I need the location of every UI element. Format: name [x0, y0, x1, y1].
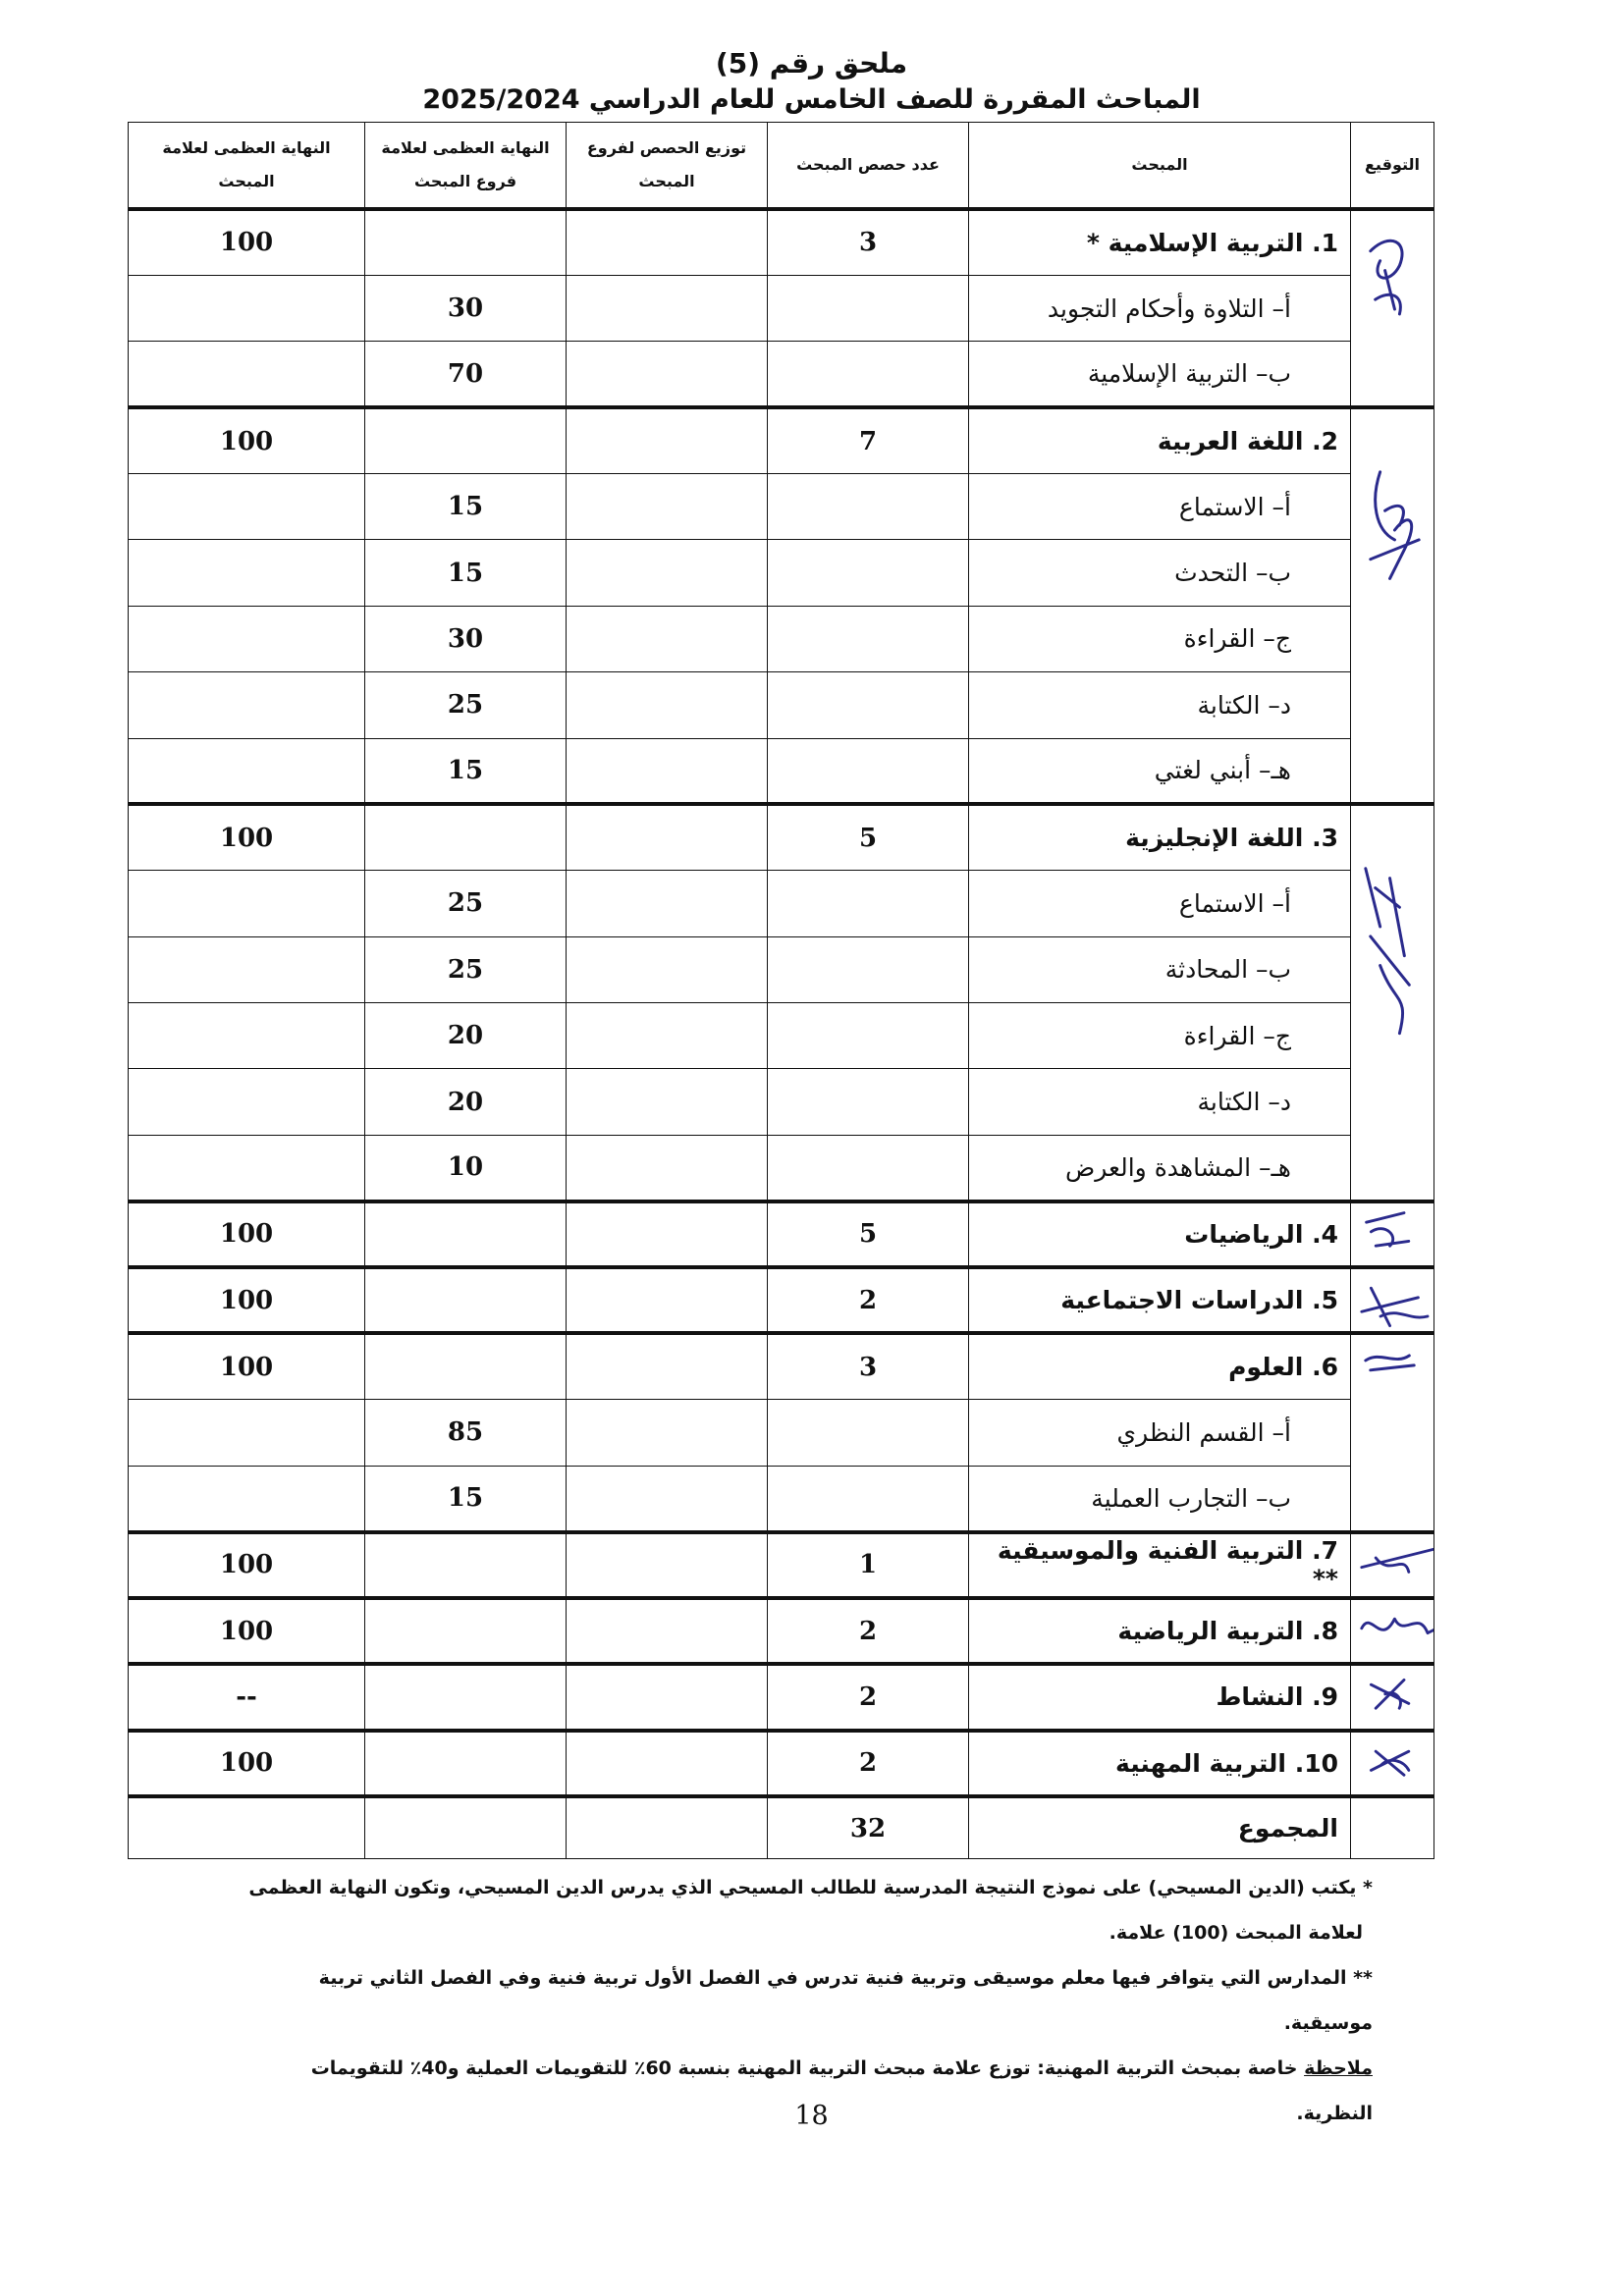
table-row — [129, 738, 1434, 804]
branch-max-cell: 20 — [365, 1069, 567, 1135]
distribution-cell — [567, 606, 768, 671]
subject-max-cell: 100 — [129, 1333, 365, 1399]
branch-max-cell — [365, 407, 567, 473]
periods-cell: 3 — [768, 209, 969, 275]
total-periods: 32 — [768, 1796, 969, 1859]
subject-max-cell: 100 — [129, 1598, 365, 1664]
distribution-cell — [567, 1532, 768, 1598]
subject-cell: د– الكتابة — [969, 672, 1351, 738]
table-header-row — [129, 123, 1434, 210]
subject-max-cell: 100 — [129, 1267, 365, 1333]
table-row — [129, 672, 1434, 738]
subject-max-cell — [129, 1400, 365, 1466]
subject-cell: هـ– أبني لغتي — [969, 738, 1351, 804]
header-periods: عدد حصص المبحث — [768, 123, 969, 210]
page-number: 18 — [794, 2101, 829, 2131]
subject-max-cell — [129, 540, 365, 606]
table-row — [129, 1267, 1434, 1333]
signature-cell — [1351, 1598, 1434, 1664]
branch-max-cell: 70 — [365, 342, 567, 407]
distribution-cell — [567, 1003, 768, 1069]
subject-cell: ج– القراءة — [969, 606, 1351, 671]
distribution-cell — [567, 1466, 768, 1531]
distribution-cell — [567, 1796, 768, 1859]
distribution-cell — [567, 871, 768, 936]
table-row — [129, 1466, 1434, 1531]
signature-cell — [1351, 1267, 1434, 1333]
subject-max-cell — [129, 474, 365, 540]
subject-cell: ب– المحادثة — [969, 936, 1351, 1002]
footnote-3-label: ملاحظة — [1304, 2057, 1373, 2079]
periods-cell — [768, 342, 969, 407]
branch-max-cell — [365, 1201, 567, 1267]
table-row — [129, 1003, 1434, 1069]
distribution-cell — [567, 1664, 768, 1730]
subject-cell: 7. التربية الفنية والموسيقية ** — [969, 1532, 1351, 1598]
header-subject: المبحث — [969, 123, 1351, 210]
branch-max-cell: 15 — [365, 1466, 567, 1531]
annex-title: ملحق رقم (5) — [715, 47, 908, 80]
table-row — [129, 1400, 1434, 1466]
table-row — [129, 407, 1434, 473]
distribution-cell — [567, 1267, 768, 1333]
subject-cell: 3. اللغة الإنجليزية — [969, 804, 1351, 870]
subject-cell: 9. النشاط — [969, 1664, 1351, 1730]
distribution-cell — [567, 1731, 768, 1796]
branch-max-cell: 15 — [365, 540, 567, 606]
table-row — [129, 1532, 1434, 1598]
distribution-cell — [567, 672, 768, 738]
handwritten-signature — [1351, 1666, 1434, 1728]
handwritten-signature — [1351, 409, 1434, 802]
signature-cell — [1351, 1664, 1434, 1730]
subject-max-cell: 100 — [129, 209, 365, 275]
periods-cell — [768, 1003, 969, 1069]
distribution-cell — [567, 209, 768, 275]
branch-max-cell: 30 — [365, 275, 567, 341]
table-row — [129, 540, 1434, 606]
handwritten-signature — [1351, 211, 1434, 405]
branch-max-cell: 30 — [365, 606, 567, 671]
branch-max-cell: 85 — [365, 1400, 567, 1466]
header-signature: التوقيع — [1351, 123, 1434, 210]
subject-max-cell: 100 — [129, 407, 365, 473]
distribution-cell — [567, 474, 768, 540]
subject-cell: هـ– المشاهدة والعرض — [969, 1135, 1351, 1201]
periods-cell: 3 — [768, 1333, 969, 1399]
subject-cell: أ– القسم النظري — [969, 1400, 1351, 1466]
subject-max-cell — [129, 1466, 365, 1531]
subject-max-cell: 100 — [129, 1201, 365, 1267]
distribution-cell — [567, 1201, 768, 1267]
table-row — [129, 209, 1434, 275]
table-row — [129, 1201, 1434, 1267]
table-row — [129, 275, 1434, 341]
distribution-cell — [567, 738, 768, 804]
subject-cell: أ– الاستماع — [969, 871, 1351, 936]
table-row — [129, 1731, 1434, 1796]
subject-max-cell — [129, 871, 365, 936]
subject-cell: ب– التجارب العملية — [969, 1466, 1351, 1531]
subject-cell: 8. التربية الرياضية — [969, 1598, 1351, 1664]
branch-max-cell — [365, 1598, 567, 1664]
distribution-cell — [567, 1069, 768, 1135]
header-distribution: توزيع الحصص لفروع المبحث — [567, 123, 768, 210]
subject-cell: 6. العلوم — [969, 1333, 1351, 1399]
document-title: المباحث المقررة للصف الخامس للعام الدراسي 2025/2024 — [422, 84, 1201, 115]
branch-max-cell — [365, 1333, 567, 1399]
branch-max-cell — [365, 1731, 567, 1796]
distribution-cell — [567, 1135, 768, 1201]
periods-cell: 2 — [768, 1267, 969, 1333]
subject-max-cell — [129, 1135, 365, 1201]
subject-max-cell — [129, 738, 365, 804]
subject-max-cell — [129, 275, 365, 341]
table-row — [129, 871, 1434, 936]
table-row — [129, 342, 1434, 407]
footnotes — [243, 1865, 1373, 2136]
periods-cell — [768, 540, 969, 606]
subject-cell: ب– التحدث — [969, 540, 1351, 606]
periods-cell — [768, 871, 969, 936]
distribution-cell — [567, 936, 768, 1002]
total-row — [129, 1796, 1434, 1859]
subject-cell: ب– التربية الإسلامية — [969, 342, 1351, 407]
footnote-2: ** المدارس التي يتوافر فيها معلم موسيقى وتربية فنية تدرس في الفصل الأول تربية فنية وفي الفصل الثاني تربية موسيقية. — [318, 1967, 1373, 2034]
branch-max-cell — [365, 209, 567, 275]
branch-max-cell — [365, 804, 567, 870]
branch-max-cell: 20 — [365, 1003, 567, 1069]
periods-cell: 1 — [768, 1532, 969, 1598]
signature-cell — [1351, 1731, 1434, 1796]
branch-max-cell — [365, 1796, 567, 1859]
handwritten-signature — [1351, 1335, 1434, 1529]
signature-cell — [1351, 1796, 1434, 1859]
subject-max-cell — [129, 606, 365, 671]
periods-cell — [768, 936, 969, 1002]
subject-max-cell — [129, 1069, 365, 1135]
subjects-table — [128, 122, 1434, 1859]
handwritten-signature — [1351, 806, 1434, 1199]
branch-max-cell: 25 — [365, 871, 567, 936]
branch-max-cell: 25 — [365, 936, 567, 1002]
table-row — [129, 606, 1434, 671]
subject-max-cell — [129, 672, 365, 738]
branch-max-cell — [365, 1267, 567, 1333]
footnote-1 — [243, 1865, 1373, 1955]
subject-max-cell: 100 — [129, 804, 365, 870]
distribution-cell — [567, 1598, 768, 1664]
handwritten-signature — [1351, 1733, 1434, 1794]
table-row — [129, 1069, 1434, 1135]
handwritten-signature — [1351, 1600, 1434, 1662]
branch-max-cell: 15 — [365, 738, 567, 804]
signature-cell — [1351, 209, 1434, 407]
periods-cell: 2 — [768, 1731, 969, 1796]
footnote-3-text: خاصة بمبحث التربية المهنية: توزع علامة مبحث التربية المهنية بنسبة 60٪ للتقويمات العملية و40٪ للتقويمات النظرية. — [310, 2057, 1373, 2124]
periods-cell — [768, 672, 969, 738]
distribution-cell — [567, 1400, 768, 1466]
periods-cell — [768, 1400, 969, 1466]
total-label: المجموع — [969, 1796, 1351, 1859]
distribution-cell — [567, 540, 768, 606]
subject-cell: ج– القراءة — [969, 1003, 1351, 1069]
table-row — [129, 1333, 1434, 1399]
subject-max-cell: -- — [129, 1664, 365, 1730]
periods-cell: 2 — [768, 1598, 969, 1664]
signature-cell — [1351, 1532, 1434, 1598]
subject-max-cell — [129, 1796, 365, 1859]
table-row — [129, 474, 1434, 540]
periods-cell — [768, 1135, 969, 1201]
signature-cell — [1351, 804, 1434, 1201]
table-row — [129, 1598, 1434, 1664]
periods-cell: 5 — [768, 804, 969, 870]
periods-cell — [768, 1466, 969, 1531]
subject-cell: 1. التربية الإسلامية * — [969, 209, 1351, 275]
subject-max-cell — [129, 1003, 365, 1069]
handwritten-signature — [1351, 1203, 1434, 1265]
distribution-cell — [567, 275, 768, 341]
subject-cell: 2. اللغة العربية — [969, 407, 1351, 473]
periods-cell — [768, 606, 969, 671]
table-row — [129, 804, 1434, 870]
distribution-cell — [567, 342, 768, 407]
subject-cell: 4. الرياضيات — [969, 1201, 1351, 1267]
subject-cell: 10. التربية المهنية — [969, 1731, 1351, 1796]
header-subject-max: النهاية العظمى لعلامة المبحث — [129, 123, 365, 210]
subject-cell: أ– الاستماع — [969, 474, 1351, 540]
signature-cell — [1351, 1201, 1434, 1267]
distribution-cell — [567, 804, 768, 870]
subject-cell: أ– التلاوة وأحكام التجويد — [969, 275, 1351, 341]
distribution-cell — [567, 1333, 768, 1399]
periods-cell — [768, 1069, 969, 1135]
periods-cell — [768, 474, 969, 540]
footnote-1-line-2: لعلامة المبحث (100) علامة. — [1109, 1922, 1363, 1944]
signature-cell — [1351, 407, 1434, 804]
subject-max-cell: 100 — [129, 1532, 365, 1598]
periods-cell — [768, 275, 969, 341]
branch-max-cell: 25 — [365, 672, 567, 738]
table-row — [129, 936, 1434, 1002]
subject-cell: د– الكتابة — [969, 1069, 1351, 1135]
branch-max-cell: 15 — [365, 474, 567, 540]
periods-cell — [768, 738, 969, 804]
table-row — [129, 1135, 1434, 1201]
subject-max-cell — [129, 936, 365, 1002]
branch-max-cell — [365, 1664, 567, 1730]
periods-cell: 2 — [768, 1664, 969, 1730]
subject-max-cell — [129, 342, 365, 407]
distribution-cell — [567, 407, 768, 473]
periods-cell: 7 — [768, 407, 969, 473]
table-row — [129, 1664, 1434, 1730]
footnote-1-line-1: * يكتب (الدين المسيحي) على نموذج النتيجة المدرسية للطالب المسيحي الذي يدرس الدين المسيحي، وتكون النهاية العظمى — [248, 1877, 1373, 1898]
subject-cell: 5. الدراسات الاجتماعية — [969, 1267, 1351, 1333]
periods-cell: 5 — [768, 1201, 969, 1267]
branch-max-cell: 10 — [365, 1135, 567, 1201]
signature-cell — [1351, 1333, 1434, 1531]
handwritten-signature — [1351, 1534, 1434, 1596]
handwritten-signature — [1351, 1269, 1434, 1331]
branch-max-cell — [365, 1532, 567, 1598]
subject-max-cell: 100 — [129, 1731, 365, 1796]
header-branch-max: النهاية العظمى لعلامة فروع المبحث — [365, 123, 567, 210]
